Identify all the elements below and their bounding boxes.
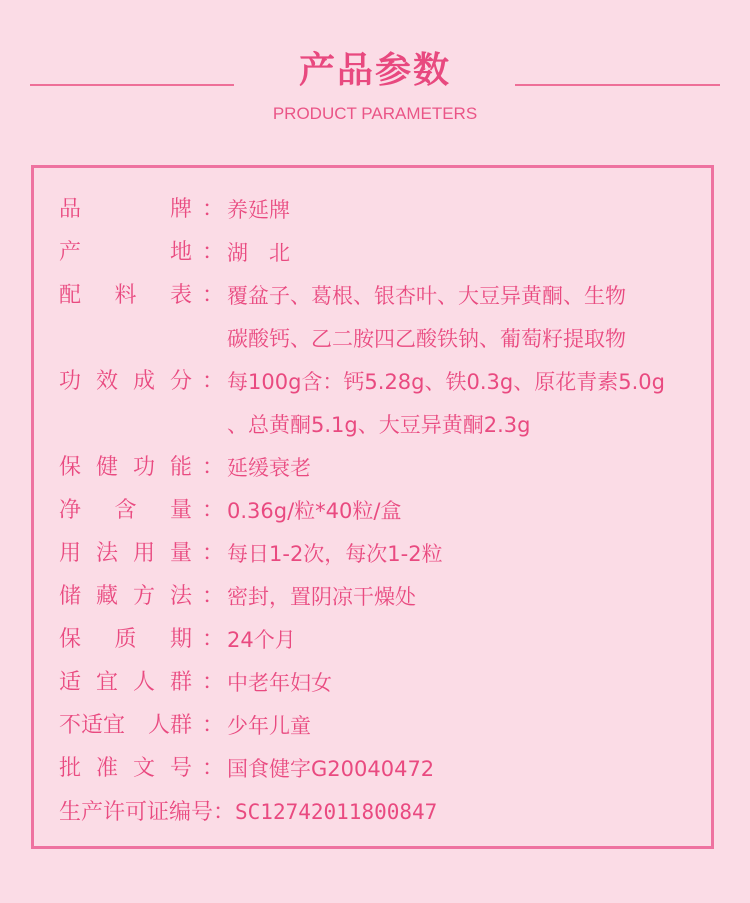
param-colon: ： [202,240,225,265]
param-label-part: 成 [132,369,155,394]
param-row [34,490,717,532]
param-label-part: 保 [59,455,82,480]
param-colon: ： [202,369,225,394]
param-label [59,189,192,231]
license-text [59,791,437,834]
param-colon: ： [202,455,225,480]
param-row [34,576,717,618]
param-label-part: 人 [132,670,155,695]
param-value: 覆盆子、葛根、银杏叶、大豆异黄酮、生物 [227,284,626,308]
param-value: 24个月 [227,628,296,652]
title-divider-right [515,84,720,86]
param-label-part: 配 [59,283,82,308]
param-value: 国食健字G20040472 [227,757,435,781]
license-number: SC12742011800847 [235,800,438,824]
param-value: 少年儿童 [227,714,311,738]
param-value: 密封，置阴凉干燥处 [227,585,416,609]
param-colon: ： [202,713,225,738]
param-label [59,533,192,575]
param-label [59,361,192,403]
param-row [34,361,717,437]
param-colon: ： [202,670,225,695]
param-label [59,232,192,274]
param-label [59,705,192,747]
param-row [34,705,717,747]
param-colon: ： [202,498,225,523]
param-label [59,490,192,532]
param-row [34,662,717,704]
param-row [34,533,717,575]
param-value: 湖 北 [227,241,290,265]
param-value: 延缓衰老 [227,456,311,480]
param-label-part: 号 [169,756,192,781]
param-colon: ： [202,756,225,781]
param-label [59,619,192,661]
param-colon: ： [202,283,225,308]
param-row [34,619,717,661]
param-label [59,447,192,489]
license-label: 生产许可证编号： [59,800,236,825]
param-value: 碳酸钙、乙二胺四乙酸铁钠、葡萄籽提取物 [227,327,626,351]
param-label [59,662,192,704]
license-row [34,791,717,833]
param-label-part: 净 [59,498,82,523]
param-label-part: 法 [169,584,192,609]
param-label-part: 地 [169,240,192,265]
param-value: 养延牌 [227,198,290,222]
param-row [34,447,717,489]
param-colon: ： [202,584,225,609]
param-row [34,189,717,231]
param-label-part: 功 [132,455,155,480]
param-label-part: 料 [114,283,137,308]
param-label-part: 质 [114,627,137,652]
param-label-part: 人群 [147,713,192,738]
param-label-part: 方 [132,584,155,609]
param-label-part: 储 [59,584,82,609]
param-colon: ： [202,627,225,652]
param-label-part: 保 [59,627,82,652]
param-label [59,748,192,790]
param-label-part: 群 [169,670,192,695]
param-label-part: 牌 [169,197,192,222]
param-row [34,275,717,351]
param-row [34,748,717,790]
param-label-part: 法 [95,541,118,566]
param-colon: ： [202,197,225,222]
param-label-part: 不适宜 [59,713,126,738]
param-label-part: 宜 [95,670,118,695]
param-label [59,576,192,618]
page-title: 产品参数 [298,50,451,91]
param-label-part: 文 [132,756,155,781]
param-label-part: 效 [95,369,118,394]
parameters-panel [31,165,714,849]
header [0,0,750,150]
param-label-part: 藏 [95,584,118,609]
param-label-part: 功 [59,369,82,394]
param-label-part: 量 [169,498,192,523]
param-label-part: 用 [132,541,155,566]
param-value: 每日1-2次，每次1-2粒 [227,542,443,566]
param-label-part: 含 [114,498,137,523]
page-subtitle: PRODUCT PARAMETERS [272,104,478,123]
param-label-part: 健 [95,455,118,480]
param-label-part: 表 [169,283,192,308]
param-value: 中老年妇女 [227,671,332,695]
param-row [34,232,717,274]
param-label-part: 量 [169,541,192,566]
param-label-part: 分 [169,369,192,394]
param-label-part: 期 [169,627,192,652]
param-colon: ： [202,541,225,566]
param-label-part: 产 [59,240,82,265]
param-label-part: 能 [169,455,192,480]
param-label [59,275,192,317]
param-label-part: 批 [59,756,82,781]
param-label-part: 用 [59,541,82,566]
param-value: 、总黄酮5.1g、大豆异黄酮2.3g [227,413,531,437]
param-value: 0.36g/粒*40粒/盒 [227,499,402,523]
param-label-part: 适 [59,670,82,695]
param-label-part: 品 [59,197,82,222]
param-label-part: 准 [95,756,118,781]
param-value: 每100g含：钙5.28g、铁0.3g、原花青素5.0g [227,370,665,394]
